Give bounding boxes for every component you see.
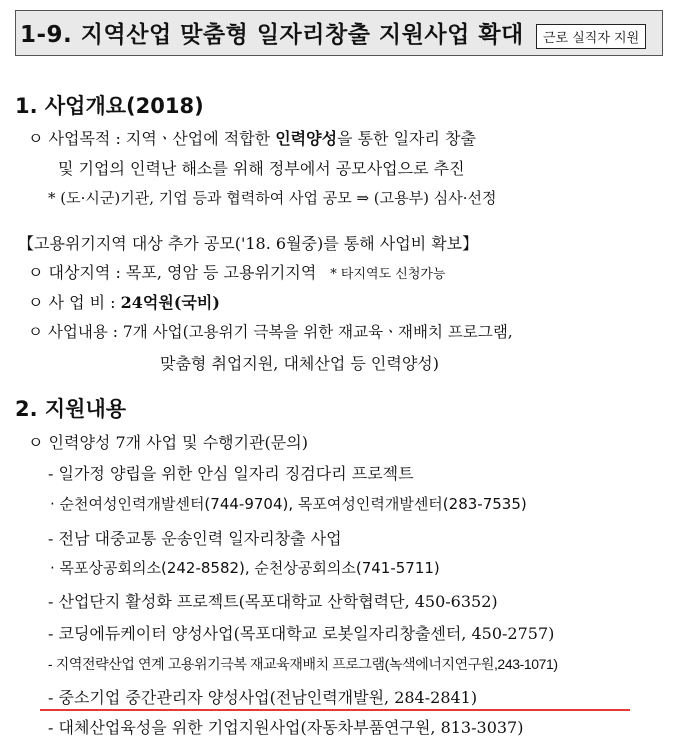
bracket-note: 【고용위기지역 대상 추가 공모('18. 6월중)를 통해 사업비 확보】 — [18, 234, 479, 253]
highlight-underline — [40, 709, 630, 711]
purpose-note: * (도·시군)기관, 기업 등과 협력하여 사업 공모 ⇒ (고용부) 심사·선정 — [48, 189, 497, 207]
purpose-line2: 및 기업의 인력난 해소를 위해 정부에서 공모사업으로 추진 — [58, 159, 465, 178]
purpose-line1-bold: 인력양성 — [275, 129, 338, 148]
content-line1: ㅇ 사업내용 : 7개 사업(고용위기 극복을 위한 재교육ㆍ재배치 프로그램, — [28, 323, 513, 341]
list-item-2: - 전남 대중교통 운송인력 일자리창출 사업 — [48, 529, 342, 548]
budget-value: 24억원(국비) — [120, 293, 220, 312]
purpose-line1-pre: ㅇ 사업목적 : 지역ㆍ산업에 적합한 — [28, 129, 276, 148]
content-line2: 맞춤형 취업지원, 대체산업 등 인력양성) — [160, 354, 439, 373]
target-note: * 타지역도 신청가능 — [330, 267, 446, 282]
list-item-3: - 산업단지 활성화 프로젝트(목포대학교 산학협력단, 450-6352) — [48, 592, 498, 611]
section2-heading: 2. 지원내용 — [15, 397, 127, 421]
list-item-2-contact: · 목포상공회의소(242-8582), 순천상공회의소(741-5711) — [50, 559, 440, 577]
list-item-6: - 중소기업 중간관리자 양성사업(전남인력개발원, 284-2841) — [48, 688, 478, 707]
section1-heading: 1. 사업개요(2018) — [15, 94, 204, 118]
list-item-4: - 코딩에듀케이터 양성사업(목포대학교 로봇일자리창출센터, 450-2757) — [48, 624, 555, 643]
budget-label: ㅇ 사 업 비 : — [28, 293, 121, 312]
category-tag: 근로 실직자 지원 — [536, 24, 646, 49]
list-item-1: - 일가정 양립을 위한 안심 일자리 징검다리 프로젝트 — [48, 464, 414, 483]
budget-line — [28, 290, 220, 313]
purpose-line1-post: 을 통한 일자리 창출 — [337, 129, 476, 148]
purpose-line1 — [28, 126, 476, 149]
list-item-5: - 지역전략산업 연계 고용위기극복 재교육재배치 프로그램(녹색에너지연구원,243-1071) — [48, 656, 558, 672]
target-label: ㅇ 대상지역 : 목포, 영암 등 고용위기지역 — [28, 263, 317, 282]
section2-intro: ㅇ 인력양성 7개 사업 및 수행기관(문의) — [28, 433, 308, 452]
list-item-7: - 대체산업육성을 위한 기업지원사업(자동차부품연구원, 813-3037) — [48, 718, 524, 737]
list-item-1-contact: · 순천여성인력개발센터(744-9704), 목포여성인력개발센터(283-7535) — [50, 495, 527, 513]
page-title: 1-9. 지역산업 맞춤형 일자리창출 지원사업 확대 — [20, 22, 524, 48]
target-line — [28, 260, 446, 283]
